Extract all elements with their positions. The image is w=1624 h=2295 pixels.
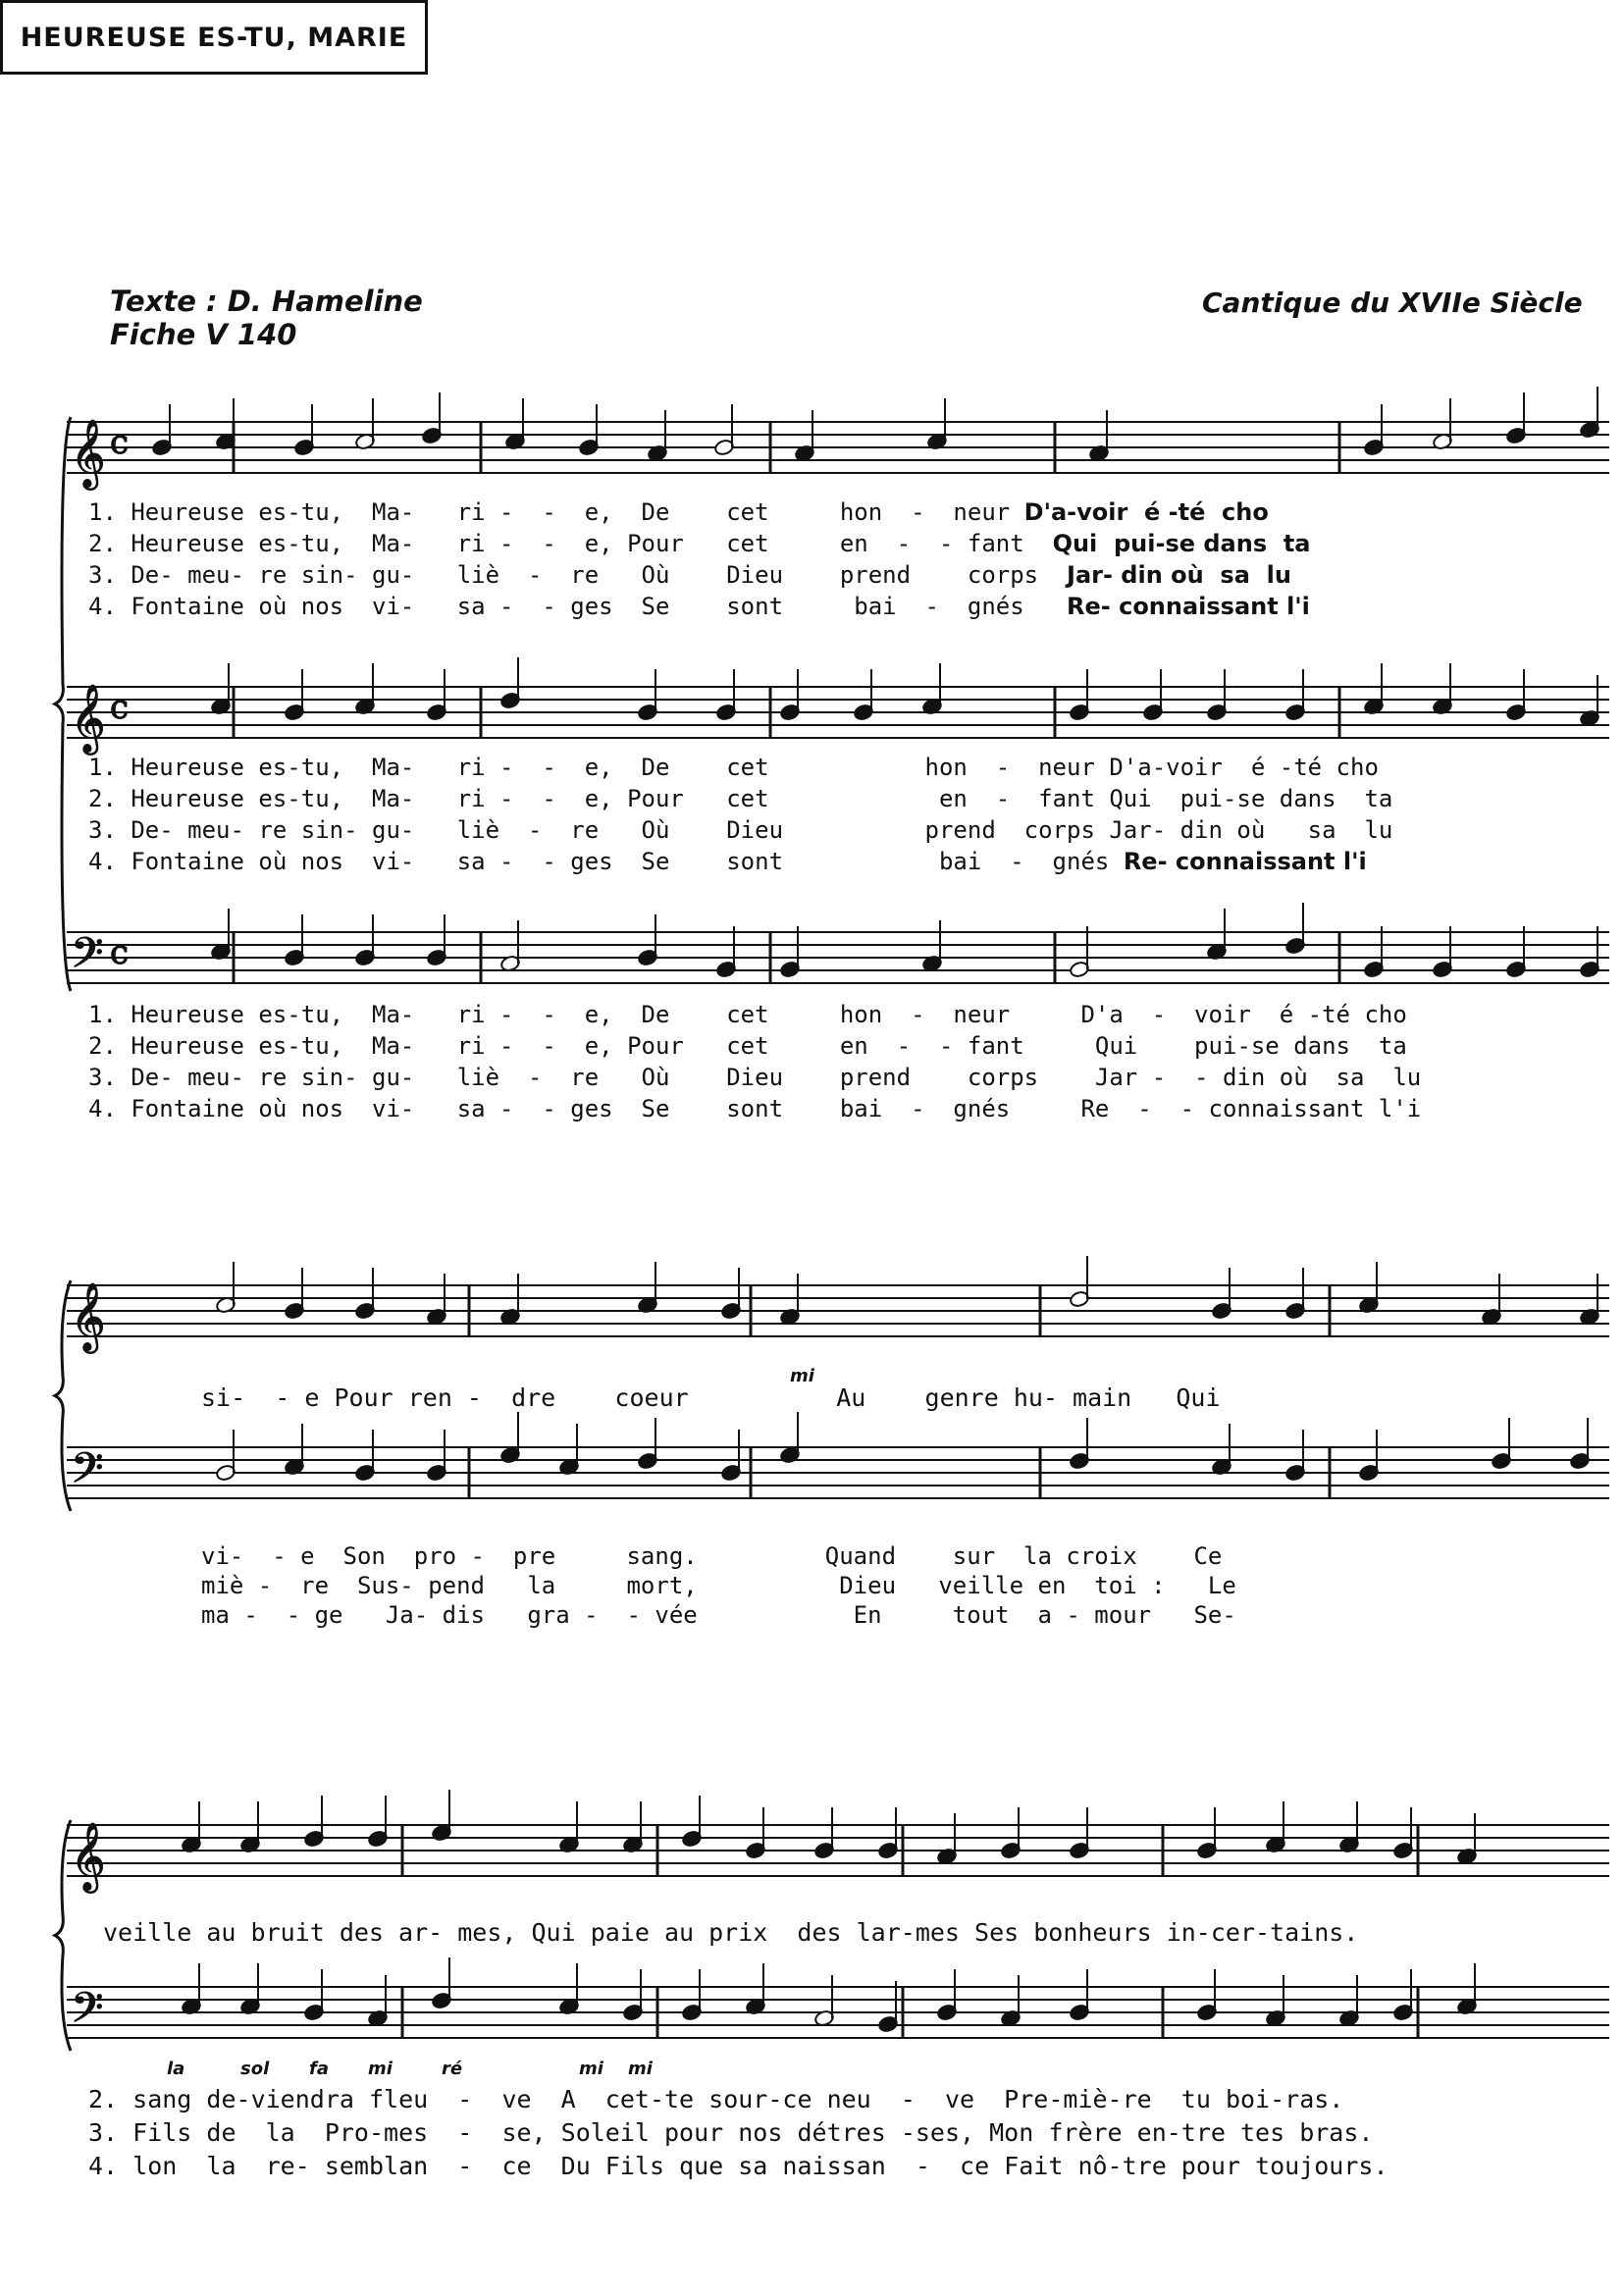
treble-clef: 𝄞 — [71, 684, 106, 753]
solfege-annotation: sol — [240, 2059, 270, 2079]
lyric-text: sang de-viendra fleu - ve A cet-te sour-ce neu - ve Pre-miè-re tu boi-ras. — [132, 2085, 1344, 2113]
lyric-text-emphasis: Re- connaissant l'i — [1123, 848, 1367, 875]
lyric-text: Heureuse es-tu, Ma- ri - - e, De cet hon - neur D'a - voir é -té cho — [131, 1001, 1407, 1028]
bass-lyric-line — [88, 1001, 1407, 1028]
solfege-annotation: ré — [442, 2059, 463, 2079]
brace — [55, 1280, 71, 1511]
soprano-lyric-line — [88, 498, 1269, 526]
alto-lyric-line — [88, 816, 1392, 844]
lyric-text: De- meu- re sin- gu- liè - re Où Dieu prend corps Jar- din où sa lu — [131, 816, 1393, 844]
lyric-text: lon la re- semblan - ce Du Fils que sa naissan - ce Fait nô-tre pour toujours. — [132, 2152, 1388, 2180]
lyric-text: veille au bruit des ar- mes, Qui paie au prix des lar-mes Ses bonheurs in-cer-tains. — [103, 1918, 1359, 1947]
soprano-lyric-line — [88, 561, 1291, 589]
time-signature: c — [110, 423, 130, 462]
staff-3-2 — [67, 1987, 1609, 2038]
upper-lyric-line — [201, 1383, 1221, 1412]
treble-clef: 𝄞 — [71, 1282, 106, 1351]
lower-lyric-line — [201, 1601, 1236, 1629]
bass-lyric-line — [88, 1032, 1407, 1060]
solfege-annotation: mi — [579, 2059, 603, 2079]
staff-3-1 — [67, 1825, 1609, 1876]
lower-lyric-line — [88, 2152, 1388, 2180]
lyric-text: Heureuse es-tu, Ma- ri - - e, Pour cet en - fant Qui pui-se dans ta — [131, 785, 1393, 812]
lyric-text: Fontaine où nos vi- sa - - ges Se sont bai - gnés Re - - connaissant l'i — [131, 1095, 1422, 1122]
lyric-text: Heureuse es-tu, Ma- ri - - e, De cet hon - neur D'a-voir é -té cho — [131, 754, 1379, 781]
lower-lyric-line — [201, 1572, 1236, 1599]
lyric-text: vi- - e Son pro - pre sang. Quand sur la croix Ce — [201, 1542, 1223, 1570]
verse-number: 3. — [88, 816, 131, 844]
upper-lyric-line — [103, 1918, 1358, 1947]
verse-number: 2. — [88, 530, 131, 557]
lyric-text: si- - e Pour ren - dre coeur Au genre hu- main Qui — [201, 1383, 1221, 1412]
annotation: mi — [790, 1366, 814, 1386]
lower-lyric-line — [88, 2085, 1343, 2113]
lyric-text: ma - - ge Ja- dis gra - - vée En tout a - mour Se- — [201, 1601, 1236, 1629]
brace — [55, 1820, 71, 2051]
bass-lyric-line — [88, 1064, 1421, 1091]
solfege-annotation: la — [167, 2059, 185, 2079]
verse-number: 3. — [88, 1064, 131, 1091]
bass-clef: 𝄢 — [71, 1444, 104, 1503]
bass-lyric-line — [88, 1095, 1421, 1122]
soprano-lyric-line — [88, 530, 1310, 557]
alto-lyric-line — [88, 785, 1392, 812]
author-credit: Texte : D. Hameline — [110, 285, 423, 318]
verse-number: 1. — [88, 1001, 131, 1028]
solfege-annotation: fa — [309, 2059, 329, 2079]
lyric-text: De- meu- re sin- gu- liè - re Où Dieu prend corps Jar - - din où sa lu — [131, 1064, 1422, 1091]
treble-clef: 𝄞 — [71, 1822, 106, 1891]
time-signature: c — [110, 688, 130, 727]
verse-number: 4. — [88, 848, 131, 875]
lyric-text-emphasis: Qui pui-se dans ta — [1052, 530, 1311, 557]
bass-clef: 𝄢 — [71, 929, 104, 988]
lyric-text: miè - re Sus- pend la mort, Dieu veille en toi : Le — [201, 1572, 1236, 1599]
lyric-text: Heureuse es-tu, Ma- ri - - e, Pour cet en - - fant Qui pui-se dans ta — [131, 1032, 1407, 1060]
verse-number: 3. — [88, 561, 131, 589]
sheet-reference: Fiche V 140 — [110, 318, 297, 351]
lyric-text: Heureuse es-tu, Ma- ri - - e, De cet hon - neur — [131, 498, 1024, 526]
verse-number: 3. — [88, 2118, 133, 2147]
verse-number: 4. — [88, 593, 131, 620]
lyric-text: Fontaine où nos vi- sa - - ges Se sont bai - gnés — [131, 593, 1068, 620]
verse-number: 4. — [88, 2152, 133, 2180]
source-credit: Cantique du XVIIe Siècle — [1202, 287, 1583, 319]
lyric-text: De- meu- re sin- gu- liè - re Où Dieu prend corps — [131, 561, 1068, 589]
verse-number: 4. — [88, 1095, 131, 1122]
lyric-text-emphasis: D'a-voir é -té cho — [1023, 498, 1269, 526]
verse-number: 1. — [88, 754, 131, 781]
lyric-text-emphasis: Re- connaissant l'i — [1067, 593, 1310, 620]
lower-lyric-line — [201, 1542, 1222, 1570]
verse-number: 2. — [88, 785, 131, 812]
alto-lyric-line — [88, 754, 1379, 781]
alto-lyric-line — [88, 848, 1367, 875]
soprano-lyric-line — [88, 593, 1310, 620]
solfege-annotation: mi — [368, 2059, 393, 2079]
lyric-text-emphasis: Jar- din où sa lu — [1067, 561, 1291, 589]
time-signature: c — [110, 933, 130, 972]
verse-number: 1. — [88, 498, 131, 526]
lyric-text: Fils de la Pro-mes - se, Soleil pour nos détres -ses, Mon frère en-tre tes bras. — [132, 2118, 1374, 2147]
song-title: HEUREUSE ES-TU, MARIE — [20, 22, 408, 53]
verse-number: 2. — [88, 2085, 133, 2113]
bass-clef: 𝄢 — [71, 1984, 104, 2043]
lower-lyric-line — [88, 2118, 1373, 2147]
brace — [55, 417, 71, 991]
solfege-annotation: mi — [628, 2059, 653, 2079]
lyric-text: Fontaine où nos vi- sa - - ges Se sont bai - gnés — [131, 848, 1124, 875]
treble-clef: 𝄞 — [71, 419, 106, 488]
lyric-text: Heureuse es-tu, Ma- ri - - e, Pour cet en - - fant — [131, 530, 1053, 557]
verse-number: 2. — [88, 1032, 131, 1060]
